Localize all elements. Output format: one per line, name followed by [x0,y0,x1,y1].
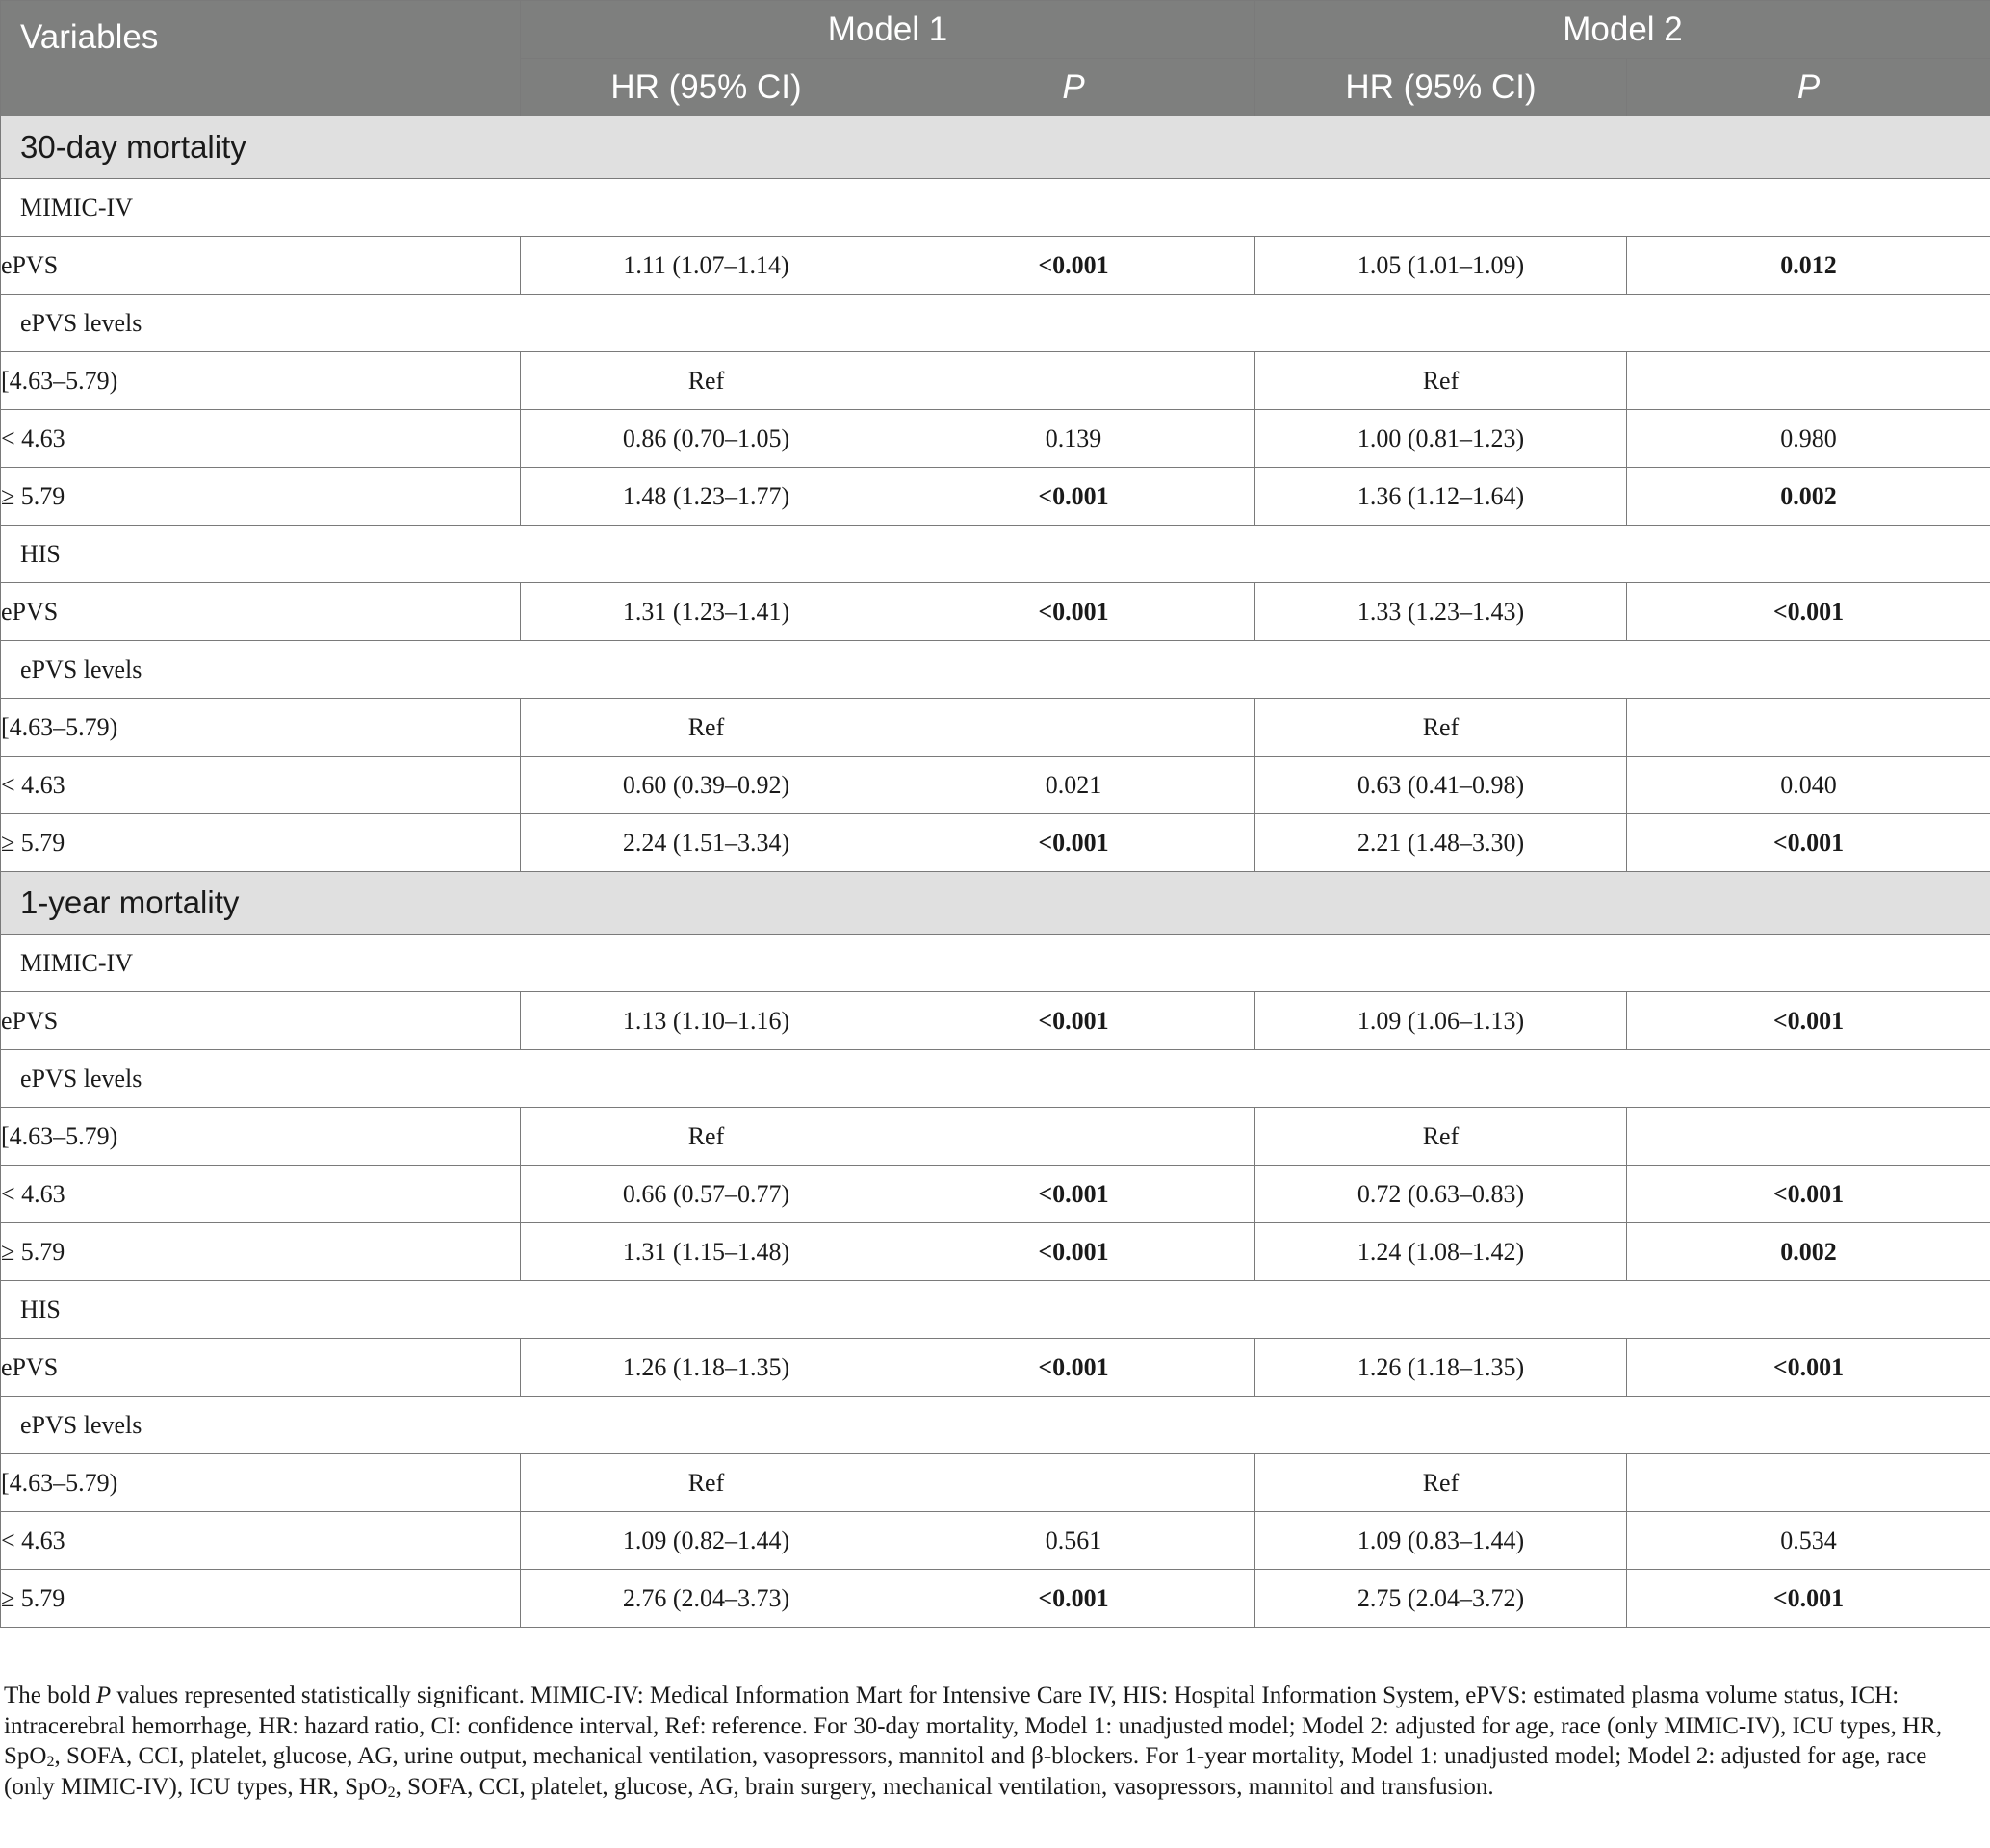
model1-hr-cell: Ref [521,1454,892,1512]
table-row [1,814,1990,872]
table-row [1,1223,1990,1281]
row-label: [4.63–5.79) [1,352,521,410]
group-label: ePVS levels [1,641,1990,699]
table-row [1,1166,1990,1223]
table-row [1,699,1990,757]
model2-p-cell: <0.001 [1627,992,1990,1050]
model1-p-cell: <0.001 [892,1166,1255,1223]
model2-hr-cell: 1.05 (1.01–1.09) [1255,237,1627,295]
row-label: ePVS [1,1339,521,1397]
row-label: < 4.63 [1,1166,521,1223]
header-model2-hr: HR (95% CI) [1255,59,1627,116]
row-label: ePVS [1,992,521,1050]
model2-p-cell [1627,699,1990,757]
footnote-p-italic: P [95,1682,112,1708]
section-row [1,872,1990,935]
row-label: < 4.63 [1,1512,521,1570]
model2-p-cell: 0.002 [1627,1223,1990,1281]
model1-hr-cell: 1.11 (1.07–1.14) [521,237,892,295]
table-row [1,1570,1990,1628]
table-row [1,757,1990,814]
model2-hr-cell: 1.33 (1.23–1.43) [1255,583,1627,641]
model2-p-cell: <0.001 [1627,1166,1990,1223]
model1-p-cell: <0.001 [892,1339,1255,1397]
model2-p-cell: 0.002 [1627,468,1990,526]
table-row [1,583,1990,641]
table-header [1,1,1990,116]
model1-p-cell: <0.001 [892,583,1255,641]
section-row [1,116,1990,179]
header-model1-hr: HR (95% CI) [521,59,892,116]
model2-hr-cell: 1.09 (1.06–1.13) [1255,992,1627,1050]
model2-hr-cell: Ref [1255,352,1627,410]
table-row [1,237,1990,295]
table-row [1,410,1990,468]
header-model2-p: P [1627,59,1990,116]
group-row [1,1397,1990,1454]
model1-hr-cell: 0.60 (0.39–0.92) [521,757,892,814]
footnote-text-1: The bold [4,1682,96,1708]
model1-p-cell: 0.561 [892,1512,1255,1570]
group-row [1,1281,1990,1339]
model2-hr-cell: Ref [1255,699,1627,757]
model1-hr-cell: 0.86 (0.70–1.05) [521,410,892,468]
group-label: ePVS levels [1,295,1990,352]
model1-hr-cell: 1.09 (0.82–1.44) [521,1512,892,1570]
model2-p-cell: 0.980 [1627,410,1990,468]
group-row [1,1050,1990,1108]
table-footnote [4,1681,1982,1802]
model1-hr-cell: 2.76 (2.04–3.73) [521,1570,892,1628]
model2-p-cell: <0.001 [1627,814,1990,872]
model1-p-cell: <0.001 [892,468,1255,526]
section-title: 30-day mortality [1,116,1990,179]
row-label: ≥ 5.79 [1,814,521,872]
table-row [1,1339,1990,1397]
group-label: HIS [1,526,1990,583]
model2-hr-cell: 1.36 (1.12–1.64) [1255,468,1627,526]
model2-hr-cell: 1.09 (0.83–1.44) [1255,1512,1627,1570]
model1-hr-cell: 2.24 (1.51–3.34) [521,814,892,872]
table-row [1,352,1990,410]
table-row [1,1108,1990,1166]
model1-hr-cell: 0.66 (0.57–0.77) [521,1166,892,1223]
group-row [1,179,1990,237]
model1-hr-cell: 1.31 (1.15–1.48) [521,1223,892,1281]
model2-hr-cell: 1.26 (1.18–1.35) [1255,1339,1627,1397]
model2-hr-cell: 1.00 (0.81–1.23) [1255,410,1627,468]
row-label: ≥ 5.79 [1,1570,521,1628]
header-variables: Variables [1,1,521,116]
group-label: MIMIC-IV [1,935,1990,992]
group-row [1,641,1990,699]
model2-p-cell: 0.040 [1627,757,1990,814]
model2-p-cell [1627,352,1990,410]
model1-p-cell [892,1108,1255,1166]
model1-p-cell: <0.001 [892,1570,1255,1628]
table-row [1,992,1990,1050]
model2-hr-cell: 1.24 (1.08–1.42) [1255,1223,1627,1281]
row-label: < 4.63 [1,410,521,468]
group-label: HIS [1,1281,1990,1339]
model1-p-cell: <0.001 [892,1223,1255,1281]
model2-hr-cell: Ref [1255,1454,1627,1512]
model1-hr-cell: 1.31 (1.23–1.41) [521,583,892,641]
row-label: ≥ 5.79 [1,1223,521,1281]
model1-p-cell [892,699,1255,757]
model2-p-cell [1627,1108,1990,1166]
header-model2: Model 2 [1255,1,1990,59]
row-label: [4.63–5.79) [1,1454,521,1512]
model2-p-cell: 0.012 [1627,237,1990,295]
group-row [1,935,1990,992]
model1-p-cell: <0.001 [892,237,1255,295]
table-row [1,468,1990,526]
row-label: ePVS [1,237,521,295]
section-title: 1-year mortality [1,872,1990,935]
footnote-sub-1: 2 [46,1754,55,1770]
footnote-text-3: , SOFA, CCI, platelet, glucose, AG, urine output, mechanical ventilation, vasopressors, mannitol and β-blockers. For 1-year mortality, Model 1: unadjusted model; Model 2: adjusted for age, race (only MIMIC-IV), ICU types, HR, SpO [4,1743,1927,1800]
model1-hr-cell: 1.13 (1.10–1.16) [521,992,892,1050]
header-model1-p: P [892,59,1255,116]
model1-p-cell: 0.021 [892,757,1255,814]
header-model1: Model 1 [521,1,1255,59]
table-row [1,1512,1990,1570]
model1-p-cell: <0.001 [892,992,1255,1050]
model2-p-cell: <0.001 [1627,583,1990,641]
model2-hr-cell: 0.63 (0.41–0.98) [1255,757,1627,814]
group-row [1,526,1990,583]
model2-hr-cell: 0.72 (0.63–0.83) [1255,1166,1627,1223]
row-label: ePVS [1,583,521,641]
model1-hr-cell: 1.48 (1.23–1.77) [521,468,892,526]
model1-p-cell [892,352,1255,410]
model2-p-cell: <0.001 [1627,1339,1990,1397]
group-label: MIMIC-IV [1,179,1990,237]
group-row [1,295,1990,352]
row-label: [4.63–5.79) [1,1108,521,1166]
model1-p-cell: <0.001 [892,814,1255,872]
model2-p-cell [1627,1454,1990,1512]
model2-hr-cell: 2.75 (2.04–3.72) [1255,1570,1627,1628]
table-body [1,116,1990,1628]
model2-p-cell: <0.001 [1627,1570,1990,1628]
footnote-sub-2: 2 [387,1784,396,1801]
model1-hr-cell: Ref [521,1108,892,1166]
group-label: ePVS levels [1,1397,1990,1454]
model2-hr-cell: 2.21 (1.48–3.30) [1255,814,1627,872]
model1-hr-cell: Ref [521,352,892,410]
model1-p-cell [892,1454,1255,1512]
model2-p-cell: 0.534 [1627,1512,1990,1570]
model1-hr-cell: Ref [521,699,892,757]
footnote-text-2: values represented statistically significant. MIMIC-IV: Medical Information Mart for Intensive Care IV, HIS: Hospital Information System, ePVS: estimated plasma volume status, ICH: intracerebral hemorrhage, HR: hazard ratio, CI: confidence interval, Ref: reference. For 30-day mortality, Model 1: unadjusted model; Model 2: adjusted for age, race (only MIMIC-IV), ICU types, HR, SpO [4,1682,1943,1769]
table-row [1,1454,1990,1512]
row-label: ≥ 5.79 [1,468,521,526]
model1-hr-cell: 1.26 (1.18–1.35) [521,1339,892,1397]
group-label: ePVS levels [1,1050,1990,1108]
model1-p-cell: 0.139 [892,410,1255,468]
model2-hr-cell: Ref [1255,1108,1627,1166]
row-label: < 4.63 [1,757,521,814]
row-label: [4.63–5.79) [1,699,521,757]
footnote-text-4: , SOFA, CCI, platelet, glucose, AG, brain surgery, mechanical ventilation, vasopressors, mannitol and transfusion. [395,1773,1494,1800]
